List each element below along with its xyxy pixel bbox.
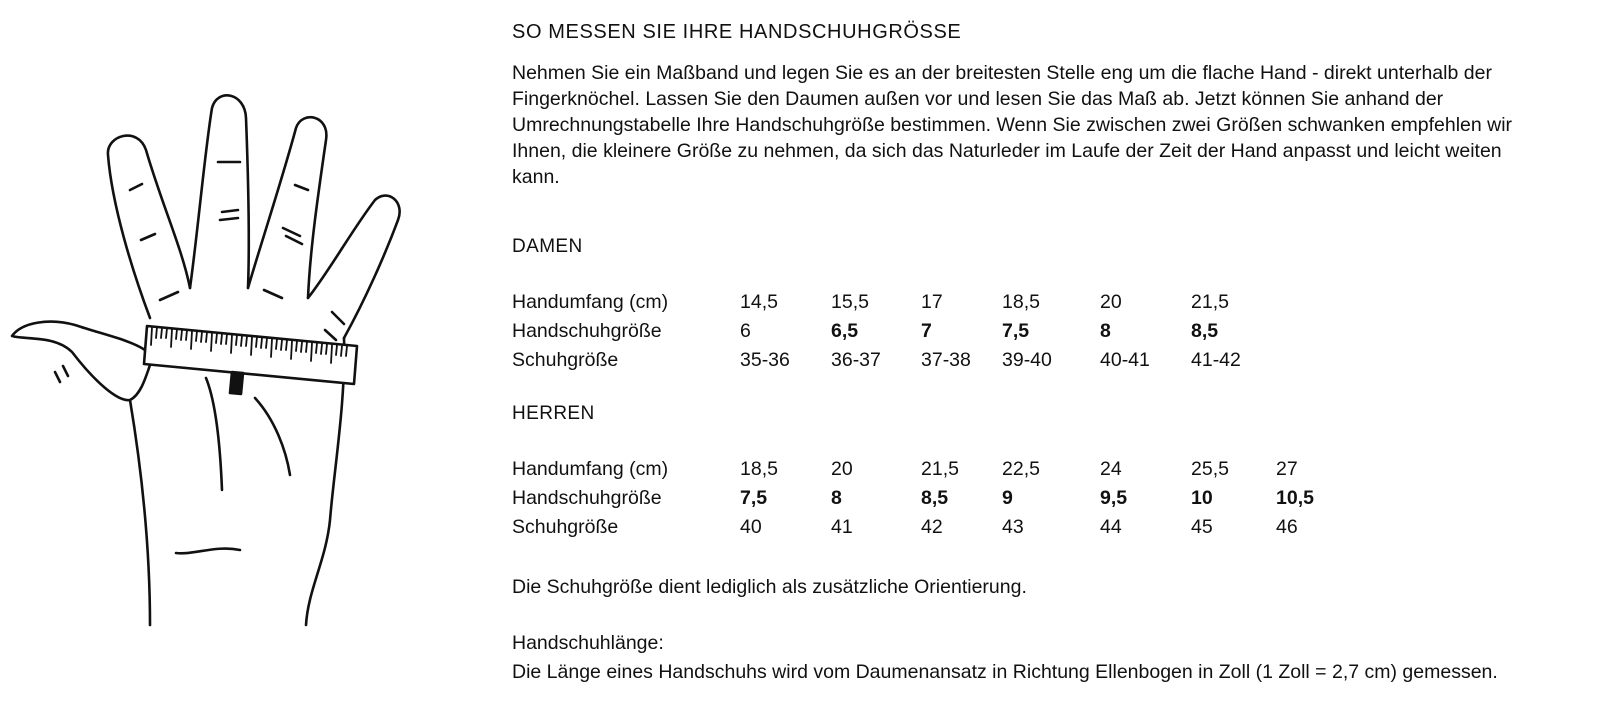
table-cell: 20	[831, 458, 853, 480]
table-cell: 7,5	[1002, 320, 1030, 342]
page-title: SO MESSEN SIE IHRE HANDSCHUHGRÖSSE	[512, 21, 962, 43]
table-cell: 40-41	[1100, 349, 1150, 371]
glove-length-text: Die Länge eines Handschuhs wird vom Daumenansatz in Richtung Ellenbogen in Zoll (1 Zoll = 2,7 cm) gemessen.	[512, 661, 1498, 683]
herren-section-title: HERREN	[512, 403, 595, 424]
table-cell: 41-42	[1191, 349, 1241, 371]
table-row	[512, 513, 1356, 542]
table-cell: 8,5	[1191, 320, 1219, 342]
intro-paragraph: Nehmen Sie ein Maßband und legen Sie es an der breitesten Stelle eng um die flache Hand - direkt unterhalb der Fingerknöchel. Lassen Sie den Daumen außen vor und lesen Sie das Maß ab. Jetzt können Sie anhand der Umrechnungstabelle Ihre Handschuhgröße bestimmen. Wenn Sie zwischen zwei Größen schwanken empfehlen wir Ihnen, die kleinere Größe zu nehmen, da sich das Naturleder im Laufe der Zeit der Hand anpasst und leicht weiten kann.	[512, 62, 1513, 188]
table-cell: 10,5	[1276, 487, 1314, 509]
table-cell: 10	[1191, 487, 1213, 509]
table-cell: 17	[921, 291, 943, 313]
table-row	[512, 346, 1276, 375]
table-cell: 18,5	[740, 458, 778, 480]
table-cell: 9,5	[1100, 487, 1128, 509]
row-label: Handschuhgröße	[512, 320, 662, 342]
table-row	[512, 288, 1276, 317]
hand-with-measuring-tape-icon	[0, 80, 420, 640]
row-label: Handumfang (cm)	[512, 458, 669, 480]
row-label: Schuhgröße	[512, 349, 619, 371]
table-cell: 21,5	[1191, 291, 1229, 313]
table-cell: 15,5	[831, 291, 869, 313]
table-cell: 42	[921, 516, 943, 538]
table-row	[512, 317, 1276, 346]
table-cell: 45	[1191, 516, 1213, 538]
table-cell: 46	[1276, 516, 1298, 538]
shoe-size-note: Die Schuhgröße dient lediglich als zusätzliche Orientierung.	[512, 576, 1027, 598]
row-label: Handumfang (cm)	[512, 291, 669, 313]
table-cell: 24	[1100, 458, 1122, 480]
table-cell: 36-37	[831, 349, 881, 371]
table-cell: 14,5	[740, 291, 778, 313]
table-cell: 8,5	[921, 487, 949, 509]
table-row	[512, 484, 1356, 513]
table-cell: 21,5	[921, 458, 959, 480]
table-cell: 39-40	[1002, 349, 1052, 371]
table-cell: 43	[1002, 516, 1024, 538]
damen-size-table	[512, 288, 1276, 375]
row-label: Schuhgröße	[512, 516, 619, 538]
table-cell: 7	[921, 320, 932, 342]
table-cell: 8	[831, 487, 842, 509]
table-cell: 22,5	[1002, 458, 1040, 480]
table-cell: 20	[1100, 291, 1122, 313]
hand-measuring-illustration	[0, 80, 420, 640]
table-cell: 6,5	[831, 320, 859, 342]
table-cell: 35-36	[740, 349, 790, 371]
table-cell: 8	[1100, 320, 1111, 342]
glove-length-title: Handschuhlänge:	[512, 632, 664, 654]
table-cell: 7,5	[740, 487, 768, 509]
table-cell: 18,5	[1002, 291, 1040, 313]
damen-section-title: DAMEN	[512, 236, 583, 257]
sizing-guide-content	[512, 18, 1594, 685]
table-cell: 37-38	[921, 349, 971, 371]
herren-size-table	[512, 455, 1356, 542]
table-row	[512, 455, 1356, 484]
table-cell: 6	[740, 320, 751, 342]
table-cell: 41	[831, 516, 853, 538]
table-cell: 9	[1002, 487, 1013, 509]
table-cell: 44	[1100, 516, 1122, 538]
table-cell: 27	[1276, 458, 1298, 480]
table-cell: 25,5	[1191, 458, 1229, 480]
table-cell: 40	[740, 516, 762, 538]
row-label: Handschuhgröße	[512, 487, 662, 509]
